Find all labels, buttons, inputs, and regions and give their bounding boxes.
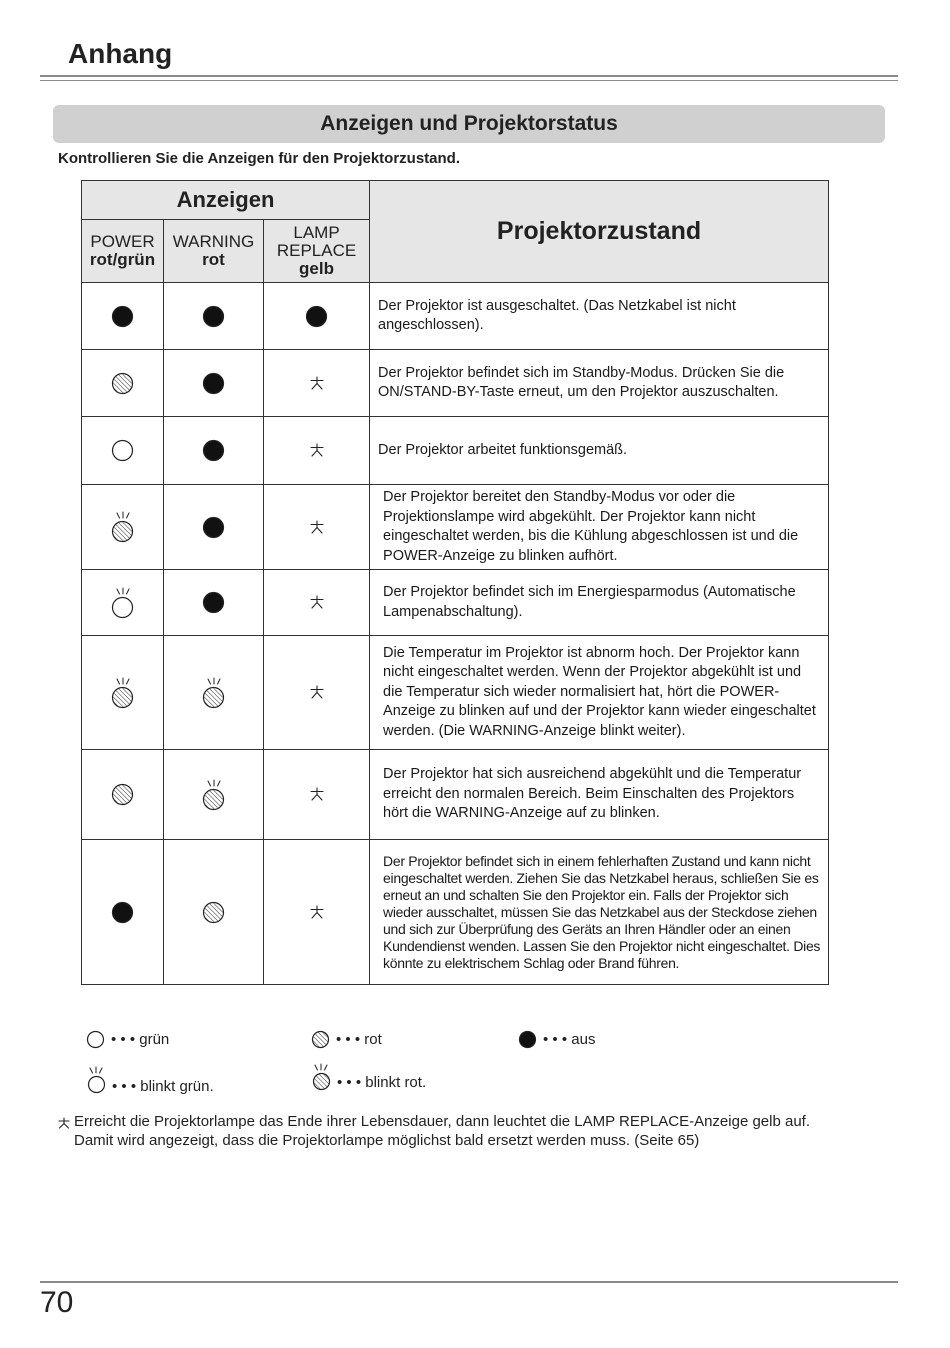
page-title: Anhang [68, 38, 173, 69]
warning-indicator-cell [164, 750, 264, 840]
red-indicator-icon [311, 1030, 330, 1049]
power-indicator-cell [82, 417, 164, 485]
asterisk-icon [310, 520, 324, 534]
legend-green-text: • • • grün [111, 1031, 170, 1048]
legend-red-text: • • • rot [336, 1031, 382, 1048]
power-indicator-cell [82, 570, 164, 636]
red-blink-indicator-icon [311, 1063, 331, 1091]
table-row [82, 350, 829, 417]
table-row [82, 283, 829, 350]
lamp-color-label: gelb [299, 259, 334, 278]
power-color-label: rot/grün [89, 250, 156, 269]
off-indicator-icon [202, 516, 225, 539]
legend-red-blink [311, 1062, 426, 1091]
lamp-indicator-cell [264, 350, 370, 417]
warning-indicator-cell [164, 570, 264, 636]
intro-text: Kontrollieren Sie die Anzeigen für den Projektorzustand. [58, 150, 460, 167]
asterisk-icon [310, 376, 324, 390]
legend-green-blink-text: • • • blinkt grün. [112, 1078, 214, 1095]
status-description: Der Projektor ist ausgeschaltet. (Das Netzkabel ist nicht angeschlossen). [370, 283, 829, 350]
red-blink-indicator-icon [202, 677, 226, 709]
replace-label: REPLACE [276, 241, 357, 260]
power-indicator-cell [82, 750, 164, 840]
off-indicator-icon [518, 1030, 537, 1049]
power-indicator-cell [82, 636, 164, 750]
footnote-line-2: Damit wird angezeigt, dass die Projektorlampe möglichst bald ersetzt werden muss. (Seite 65) [74, 1132, 700, 1149]
off-indicator-icon [202, 372, 225, 395]
legend-red-blink-text: • • • blinkt rot. [337, 1074, 427, 1091]
warning-indicator-cell [164, 417, 264, 485]
red-blink-indicator-icon [202, 779, 226, 811]
legend-off-text: • • • aus [543, 1031, 596, 1048]
asterisk-icon [58, 1115, 70, 1134]
lamp-label: LAMP [293, 223, 340, 242]
status-description: Der Projektor befindet sich im Energiesparmodus (Automatische Lampenabschaltung). [370, 570, 829, 636]
off-indicator-icon [202, 591, 225, 614]
status-description: Die Temperatur im Projektor ist abnorm hoch. Der Projektor kann nicht eingeschaltet werden. Wenn der Projektor abgekühlt ist und die Temperatur sich wieder normalisiert hat, hört die POWER-Anzeige zu blinken auf und der Projektor kann wieder eingeschaltet werden. (Die WARNING-Anzeige blinkt weiter). [370, 636, 829, 750]
footer-rule [40, 1281, 898, 1283]
status-description: Der Projektor befindet sich in einem fehlerhaften Zustand und kann nicht eingeschaltet werden. Ziehen Sie das Netzkabel heraus, schließen Sie es erneut an und schalten Sie den Projektor ein. Falls der Projektor sich wieder ausschaltet, müssen Sie das Netzkabel aus der Steckdose ziehen und sich zur Überprüfung des Geräts an Ihren Händler oder an einen Kundendienst wenden. Lassen Sie den Projektor nicht eingeschaltet. Dies könnte zu elektrischem Schlag oder Brand führen. [370, 840, 829, 985]
red-blink-indicator-icon [111, 677, 135, 709]
status-description: Der Projektor bereitet den Standby-Modus vor oder die Projektionslampe wird abgekühlt. Der Projektor kann nicht eingeschaltet werden, bis die Kühlung abgeschlossen ist und die POWER-Anzeige zu blinken aufhört. [370, 485, 829, 570]
off-indicator-icon [111, 901, 134, 924]
warning-indicator-cell [164, 350, 264, 417]
legend-red [311, 1030, 382, 1049]
off-indicator-icon [111, 305, 134, 328]
lamp-indicator-cell [264, 840, 370, 985]
table-row [82, 570, 829, 636]
asterisk-icon [310, 595, 324, 609]
table-row [82, 840, 829, 985]
green-indicator-icon [111, 439, 134, 462]
lamp-indicator-cell [264, 750, 370, 840]
green-blink-indicator-icon [86, 1066, 106, 1094]
asterisk-icon [310, 685, 324, 699]
warning-color-label: rot [202, 250, 225, 269]
page-number: 70 [40, 1286, 74, 1319]
footnote [58, 1112, 898, 1150]
table-row [82, 417, 829, 485]
lamp-indicator-cell [264, 636, 370, 750]
off-indicator-icon [202, 305, 225, 328]
lamp-indicator-cell [264, 417, 370, 485]
footnote-line-1: Erreicht die Projektorlampe das Ende ihrer Lebensdauer, dann leuchtet die LAMP REPLACE-Anzeige gelb auf. [74, 1113, 810, 1130]
warning-column-header [164, 220, 264, 283]
projector-status-header: Projektorzustand [370, 181, 829, 283]
red-blink-indicator-icon [111, 511, 135, 543]
indicator-status-table [81, 180, 829, 985]
legend-green-blink [86, 1064, 214, 1095]
red-indicator-icon [111, 783, 134, 806]
table-row [82, 485, 829, 570]
status-description: Der Projektor arbeitet funktionsgemäß. [370, 417, 829, 485]
status-description: Der Projektor hat sich ausreichend abgekühlt und die Temperatur erreicht den normalen Bereich. Beim Einschalten des Projektors hört die WARNING-Anzeige auf zu blinken. [370, 750, 829, 840]
section-banner: Anzeigen und Projektorstatus [53, 105, 885, 143]
red-indicator-icon [202, 901, 225, 924]
power-column-header [82, 220, 164, 283]
lamp-replace-column-header [264, 220, 370, 283]
header-rule-thin [40, 80, 898, 81]
power-indicator-cell [82, 485, 164, 570]
red-indicator-icon [111, 372, 134, 395]
legend-green [86, 1030, 169, 1049]
legend-off [518, 1030, 595, 1049]
status-description: Der Projektor befindet sich im Standby-Modus. Drücken Sie die ON/STAND-BY-Taste erneut, um den Projektor auszuschalten. [370, 350, 829, 417]
indicators-header: Anzeigen [82, 181, 370, 220]
power-indicator-cell [82, 283, 164, 350]
lamp-indicator-cell [264, 570, 370, 636]
green-indicator-icon [86, 1030, 105, 1049]
power-label: POWER [90, 232, 155, 251]
power-indicator-cell [82, 350, 164, 417]
header-rule [40, 75, 898, 77]
asterisk-icon [310, 443, 324, 457]
asterisk-icon [310, 905, 324, 919]
warning-indicator-cell [164, 636, 264, 750]
lamp-indicator-cell [264, 283, 370, 350]
table-row [82, 636, 829, 750]
table-row [82, 750, 829, 840]
asterisk-icon [310, 787, 324, 801]
off-indicator-icon [305, 305, 328, 328]
power-indicator-cell [82, 840, 164, 985]
warning-indicator-cell [164, 840, 264, 985]
warning-indicator-cell [164, 283, 264, 350]
warning-label: WARNING [172, 232, 255, 251]
off-indicator-icon [202, 439, 225, 462]
green-blink-indicator-icon [111, 587, 135, 619]
warning-indicator-cell [164, 485, 264, 570]
lamp-indicator-cell [264, 485, 370, 570]
